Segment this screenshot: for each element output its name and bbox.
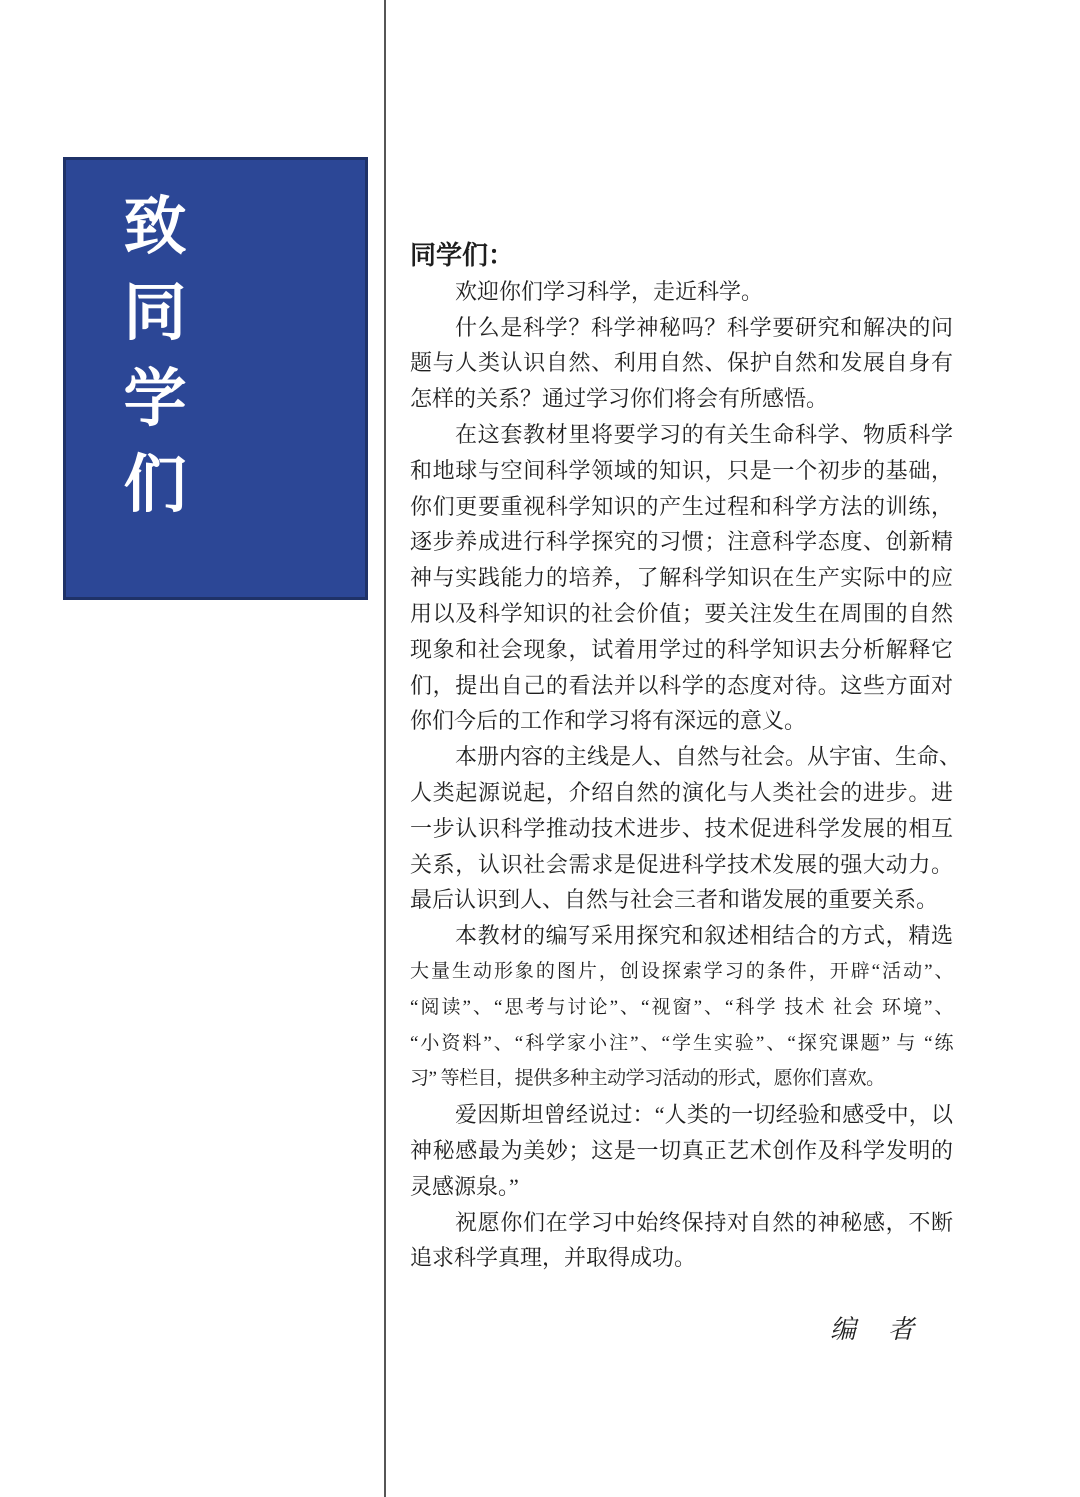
text-line: 大量生动形象的图片，创设探索学习的条件，开辟“活动”、 <box>410 960 953 982</box>
text-line: 最后认识到人、自然与社会三者和谐发展的重要关系。 <box>410 887 939 913</box>
text-line: 关系，认识社会需求是促进科学技术发展的强大动力。 <box>410 851 953 877</box>
text-line: “阅读”、“思考与讨论”、“视窗”、“科学 技术 社会 环境”、 <box>410 996 953 1018</box>
vertical-title <box>116 184 194 528</box>
text-line: 用以及科学知识的社会价值；要关注发生在周围的自然 <box>410 600 953 626</box>
paragraph <box>410 1205 953 1277</box>
text-line: 怎样的关系？通过学习你们将会有所感悟。 <box>410 386 829 412</box>
text-line: 本教材的编写采用探究和叙述相结合的方式，精选 <box>455 923 953 949</box>
text-line: 灵感源泉。” <box>410 1173 519 1199</box>
text-line: 和地球与空间科学领域的知识，只是一个初步的基础， <box>410 457 953 483</box>
text-line: 逐步养成进行科学探究的习惯；注意科学态度、创新精 <box>410 529 953 555</box>
text-line: 们，提出自己的看法并以科学的态度对待。这些方面对 <box>410 672 953 698</box>
paragraph <box>410 417 953 739</box>
title-char: 学 <box>123 364 187 434</box>
title-char: 们 <box>123 450 187 520</box>
text-line: 什么是科学？科学神秘吗？科学要研究和解决的问 <box>455 314 953 340</box>
text-line: 习” 等栏目，提供多种主动学习活动的形式，愿你们喜欢。 <box>410 1068 885 1090</box>
text-line: 本册内容的主线是人、自然与社会。从宇宙、生命、 <box>455 744 962 770</box>
text-line: 追求科学真理，并取得成功。 <box>410 1245 697 1271</box>
text-line: 神与实践能力的培养，了解科学知识在生产实际中的应 <box>410 565 953 591</box>
text-line: 爱因斯坦曾经说过：“人类的一切经验和感受中，以 <box>455 1102 953 1128</box>
paragraph <box>410 918 953 1097</box>
vertical-divider-rule <box>384 0 386 1497</box>
paragraph <box>410 1097 953 1204</box>
editor-signature: 编 者 <box>829 1314 917 1344</box>
paragraph <box>410 274 953 310</box>
title-char: 同 <box>123 278 187 348</box>
text-line: 一步认识科学推动技术进步、技术促进科学发展的相互 <box>410 815 953 841</box>
text-line: 现象和社会现象，试着用学过的科学知识去分析解释它 <box>410 636 953 662</box>
text-line: “小资料”、“科学家小注”、“学生实验”、“探究课题” 与 “练 <box>410 1032 953 1054</box>
paragraphs-container <box>410 274 962 1276</box>
text-line: 你们今后的工作和学习将有深远的意义。 <box>410 708 807 734</box>
text-line: 在这套教材里将要学习的有关生命科学、物质科学 <box>455 421 953 447</box>
paragraph <box>410 310 953 417</box>
text-line: 人类起源说起，介绍自然的演化与人类社会的进步。进 <box>410 779 953 805</box>
preface-content <box>410 238 962 1348</box>
paragraph <box>410 739 962 918</box>
text-line: 欢迎你们学习科学，走近科学。 <box>455 278 764 304</box>
text-line: 题与人类认识自然、利用自然、保护自然和发展自身有 <box>410 350 953 376</box>
preface-heading: 同学们： <box>410 240 515 270</box>
title-box <box>63 157 368 600</box>
text-line: 你们更要重视科学知识的产生过程和科学方法的训练， <box>410 493 953 519</box>
title-char: 致 <box>123 192 187 262</box>
text-line: 祝愿你们在学习中始终保持对自然的神秘感，不断 <box>455 1209 953 1235</box>
text-line: 神秘感最为美妙；这是一切真正艺术创作及科学发明的 <box>410 1137 953 1163</box>
